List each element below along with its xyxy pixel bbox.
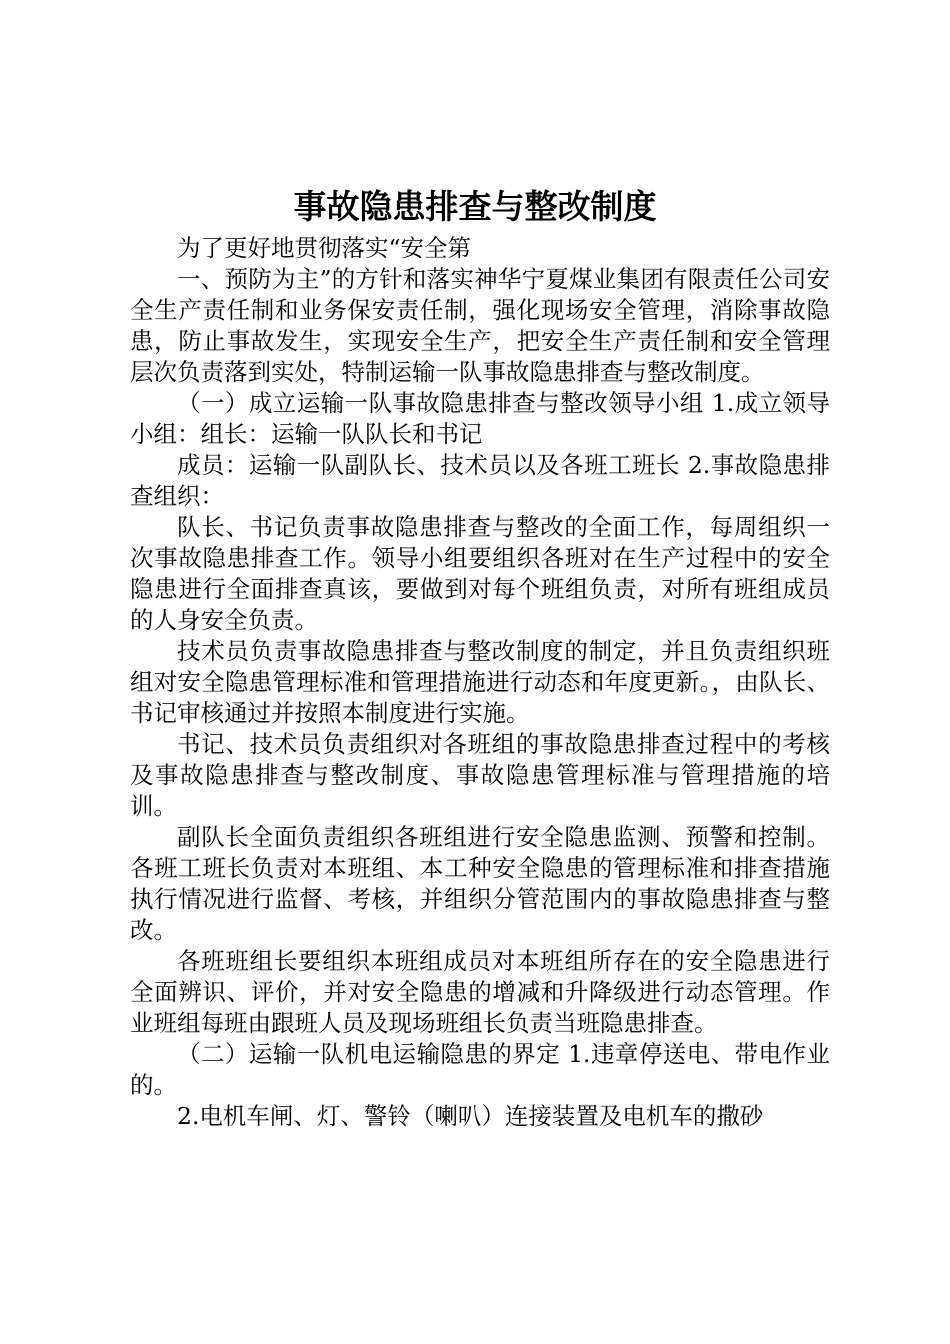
- paragraph: 成员：运输一队副队长、技术员以及各班工班长 2.事故隐患排查组织：: [130, 451, 830, 510]
- paragraph: 书记、技术员负责组织对各班组的事故隐患排查过程中的考核及事故隐患排查与整改制度、事故隐患管理标准与管理措施的培训。: [130, 730, 830, 820]
- paragraph: 副队长全面负责组织各班组进行安全隐患监测、预警和控制。各班工班长负责对本班组、本工种安全隐患的管理标准和排查措施执行情况进行监督、考核，并组织分管范围内的事故隐患排查与整改。: [130, 823, 830, 944]
- paragraph: 队长、书记负责事故隐患排查与整改的全面工作，每周组织一次事故隐患排查工作。领导小组要组织各班对在生产过程中的安全隐患进行全面排查真该，要做到对每个班组负责，对所有班组成员的人身安全负责。: [130, 513, 830, 634]
- document-body: [130, 233, 830, 1132]
- paragraph: （二）运输一队机电运输隐患的界定 1.违章停送电、带电作业的。: [130, 1040, 830, 1099]
- paragraph: 为了更好地贯彻落实“安全第: [177, 234, 472, 262]
- paragraph: 技术员负责事故隐患排查与整改制度的制定，并且负责组织班组对安全隐患管理标准和管理措施进行动态和年度更新。，由队长、书记审核通过并按照本制度进行实施。: [130, 637, 830, 727]
- document-title: 事故隐患排查与整改制度: [293, 187, 657, 226]
- paragraph: 一、预防为主”的方针和落实神华宁夏煤业集团有限责任公司安全生产责任制和业务保安责任制，强化现场安全管理，消除事故隐患，防止事故发生，实现安全生产，把安全生产责任制和安全管理层次负责落到实处，特制运输一队事故隐患排查与整改制度。: [130, 265, 830, 386]
- paragraph: （一）成立运输一队事故隐患排查与整改领导小组 1.成立领导小组：组长：运输一队队长和书记: [130, 389, 830, 448]
- paragraph: 2.电机车闸、灯、警铃（喇叭）连接装置及电机车的撒砂: [177, 1102, 764, 1130]
- paragraph: 各班班组长要组织本班组成员对本班组所存在的安全隐患进行全面辨识、评价，并对安全隐患的增减和升降级进行动态管理。作业班组每班由跟班人员及现场班组长负责当班隐患排查。: [130, 947, 830, 1037]
